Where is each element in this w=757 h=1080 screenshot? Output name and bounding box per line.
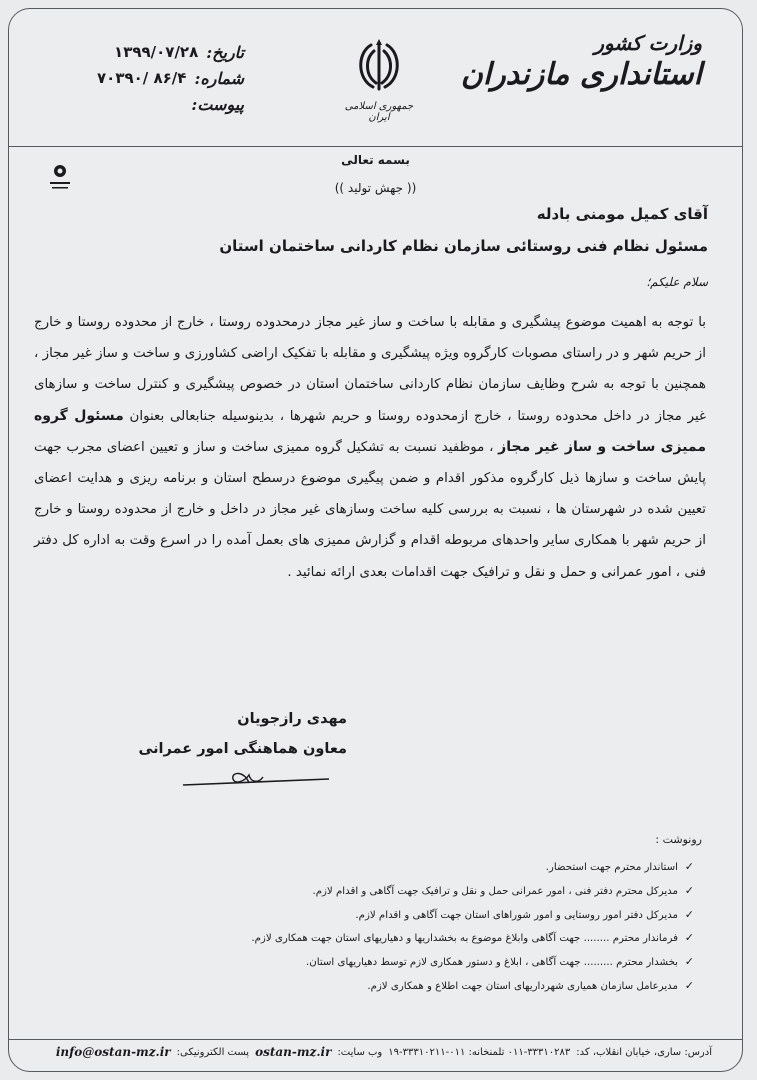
ministry-name: وزارت کشور [594, 31, 702, 55]
ministry-header [461, 31, 702, 92]
footer-divider [9, 1039, 742, 1040]
footer-site-label: وب سایت: [337, 1046, 383, 1058]
signer-name: مهدی رازجویان [237, 711, 347, 727]
basmala: بسمه تعالی [341, 153, 410, 167]
letter-meta [69, 39, 244, 117]
footer-email[interactable]: info@ostan-mz.ir [55, 1045, 171, 1059]
attachment-label: پیوست: [191, 94, 244, 114]
signer-title: معاون هماهنگی امور عمرانی [138, 741, 347, 757]
footer [32, 1045, 712, 1059]
cc-item: ✓استاندار محترم جهت استحضار. [134, 855, 694, 879]
attachment-row [69, 91, 244, 117]
cc-item: ✓فرماندار محترم ........ جهت آگاهی وابلاغ موضوع به بخشداریها و دهیاریهای استان جهت همکاری لازم. [134, 926, 694, 950]
footer-email-label: پست الکترونیکی: [176, 1046, 250, 1058]
checkmark-icon: ✓ [684, 955, 694, 969]
cc-item: ✓مدیرکل محترم دفتر فنی ، امور عمرانی حمل و نقل و ترافیک جهت آگاهی و اقدام لازم. [134, 879, 694, 903]
cc-item: ✓مدیرکل دفتر امور روستایی و امور شوراهای استان جهت آگاهی و اقدام لازم. [134, 903, 694, 927]
checkmark-icon: ✓ [684, 907, 694, 921]
number-label: شماره: [194, 68, 244, 88]
footer-site[interactable]: ostan-mz.ir [255, 1045, 332, 1059]
cc-item: ✓بخشدار محترم ......... جهت آگاهی ، ابلاغ و دستور همکاری لازم توسط دهیاریهای استان. [134, 950, 694, 974]
number-row [69, 65, 244, 91]
body-part-1: با توجه به اهمیت موضوع پیشگیری و مقابله با ساخت و ساز غیر مجاز درمحدوده روستا ، خارج از محدوده روستا و خارج از حریم شهر و در راستای مصوبات کارگروه ویژه پیشگیری و مقابله با تفکیک اراضی کشاورزی و ساخت و ساز غیر مجاز ، همچنین با توجه به شرح وظایف سازمان نظام کاردانی ساختمان استان در خصوص پیشگیری و کنترل ساخت و سازهای غیر مجاز در داخل محدوده روستا ، خارج ازمحدوده روستا و حریم شهرها ، بدینوسیله جنابعالی بعنوان [34, 315, 706, 424]
slogan: (( جهش تولید )) [334, 181, 417, 195]
emblem-caption: جمهوری اسلامی ایران [344, 101, 414, 123]
date-row [69, 39, 244, 65]
cc-list [134, 855, 694, 998]
recipient-name: آقای کمیل مومنی بادله [536, 205, 708, 223]
recipient-title: مسئول نظام فنی روستائی سازمان نظام کاردانی ساختمان استان [219, 237, 708, 255]
emblem [334, 37, 424, 123]
signature-icon [179, 763, 339, 793]
cc-item: ✓مدیرعامل سازمان همیاری شهرداریهای استان جهت اطلاع و همکاری لازم. [134, 974, 694, 998]
checkmark-icon: ✓ [684, 978, 694, 992]
body-part-2: ، موظفید نسبت به تشکیل گروه ممیزی ساخت و ساز و تعیین اعضای مجرب جهت پایش ساخت و سازها ذیل کارگروه مذکور اقدام و ضمن پیگیری موضوع درسطح استان و برنامه ریزی و هدایت اعضای تعیین شده در شهرستان ها ، نسبت به بررسی کلیه ساخت وسازهای غیر مجاز در داخل و خارج از محدوده روستا و خارج از حریم شهر با همکاری سایر واحدهای مربوطه اقدام و گزارش ممیزی های بعمل آمده را در اسرع وقت به اداره کل دفتر فنی ، امور عمرانی و حمل و نقل و ترافیک جهت اقدامات بعدی ارائه نمائید . [34, 439, 706, 580]
governorate-name: استانداری مازندران [460, 57, 702, 92]
checkmark-icon: ✓ [684, 860, 694, 873]
letter-sheet [8, 8, 743, 1072]
footer-phone: ۰۱۱-۳۳۳۱۰۲۸۳ تلمنخانه: ۰۱۱-۳۳۳۱۰۲۱۱-۱۹ [388, 1046, 571, 1058]
checkmark-icon: ✓ [684, 883, 694, 897]
iran-emblem-icon [349, 37, 409, 95]
header-divider [9, 146, 742, 147]
greeting: سلام علیکم؛ [646, 275, 708, 289]
date-value: ۱۳۹۹/۰۷/۲۸ [114, 43, 199, 61]
body-bold: مسئول گروه ممیزی ساخت و ساز غیر مجاز [34, 407, 706, 455]
number-value: ۸۶/۴ /۷۰۳۹۰ [97, 69, 187, 87]
footer-address: آدرس: ساری، خیابان انقلاب، کد: [576, 1046, 712, 1058]
cc-title: رونوشت : [655, 833, 702, 846]
letter-body [34, 307, 706, 588]
checkmark-icon: ✓ [684, 931, 694, 945]
date-label: تاریخ: [206, 42, 244, 62]
